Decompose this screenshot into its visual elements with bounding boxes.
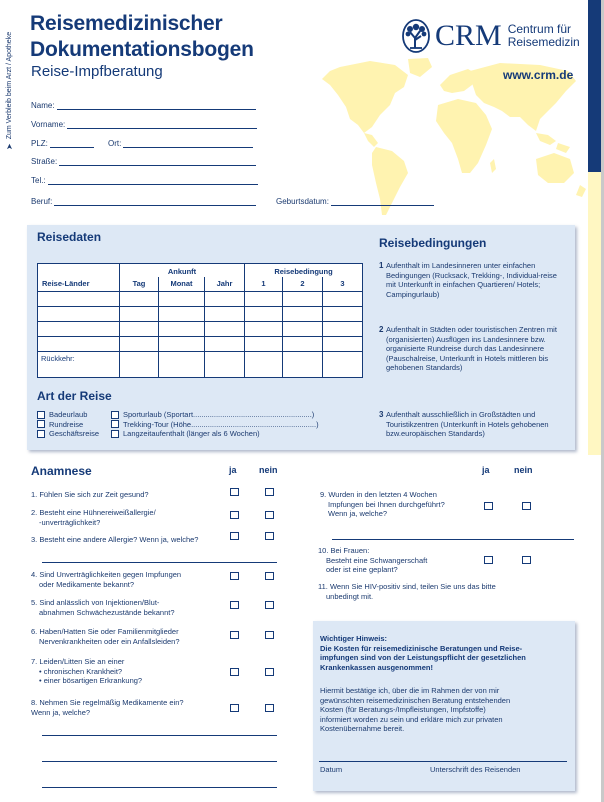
edge-stripe-yellow (588, 172, 602, 455)
reisebedingung-1 (379, 261, 568, 299)
name-field[interactable] (31, 101, 256, 110)
edge-stripe-blue (588, 0, 602, 172)
question-text: 9. Wurden in den letzten 4 Wochen (320, 490, 437, 499)
question-3-ja-checkbox[interactable] (230, 532, 239, 540)
option-trekking-tour[interactable] (111, 420, 319, 430)
nein-header-right: nein (514, 465, 533, 475)
option-geschaeftsreise[interactable] (37, 429, 99, 439)
question-text-cont: abnahmen Schwächezustände bekannt? (39, 607, 175, 617)
cell-bedingung-3[interactable] (323, 307, 363, 322)
hinweis-heading: Wichtiger Hinweis: (320, 634, 388, 643)
strasse-input-line[interactable] (59, 157, 256, 166)
reisebedingung-2-number: 2 (379, 325, 384, 334)
question-6-ja-checkbox[interactable] (230, 631, 239, 639)
strasse-field[interactable] (31, 157, 256, 166)
vorname-input-line[interactable] (67, 120, 257, 129)
name-input-line[interactable] (57, 101, 256, 110)
question-4-nein-checkbox[interactable] (265, 572, 274, 580)
cell-rueckkehr-label[interactable]: Rückkehr: (38, 352, 120, 378)
reisebedingung-1-number: 1 (379, 261, 384, 270)
question-text: 7. Leiden/Litten Sie an einer (31, 657, 125, 666)
cell-tag[interactable] (120, 292, 159, 307)
cell-monat[interactable] (159, 307, 205, 322)
logo-name (508, 23, 580, 49)
question-4-ja-checkbox[interactable] (230, 572, 239, 580)
cell-bedingung-2[interactable] (283, 292, 323, 307)
question-10-ja-checkbox[interactable] (484, 556, 493, 564)
logo-abbr: CRM (435, 19, 502, 52)
question-1 (31, 490, 149, 500)
side-note-text: Zum Verbleib beim Arzt / Apotheke (5, 31, 13, 140)
cell-bedingung-1[interactable] (245, 292, 283, 307)
unterschrift-label: Unterschrift des Reisenden (430, 765, 521, 774)
question-8 (31, 698, 184, 717)
plz-field[interactable] (31, 139, 94, 148)
question-5-ja-checkbox[interactable] (230, 601, 239, 609)
logo-name-line1: Centrum für (507, 22, 572, 36)
website-link[interactable]: www.crm.de (503, 68, 574, 82)
strasse-label: Straße: (31, 157, 58, 166)
geburtsdatum-label: Geburtsdatum: (276, 197, 329, 206)
hinweis-bold-block (320, 634, 526, 672)
question-text-cont: Impfungen bei Ihnen durchgeführt? (328, 499, 445, 509)
question-text: 2. Besteht eine Hühnereiweißallergie/ (31, 508, 156, 517)
beruf-input-line[interactable] (54, 197, 256, 206)
option-badeurlaub[interactable] (37, 410, 99, 420)
question-2 (31, 508, 156, 527)
question-text-cont: Besteht eine Schwangerschaft (326, 555, 428, 565)
question-8-answer-line-3[interactable] (42, 787, 277, 788)
nein-header-left: nein (259, 465, 278, 475)
question-8-answer-line-1[interactable] (42, 735, 277, 736)
question-8-nein-checkbox[interactable] (265, 704, 274, 712)
cell-jahr[interactable] (205, 292, 245, 307)
checkbox[interactable] (37, 420, 45, 428)
col-bedingung-2: 2 (283, 277, 323, 292)
tel-label: Tel.: (31, 176, 46, 185)
hinweis-bold-line: Die Kosten für reisemedizinische Beratungen und Reise- (320, 643, 523, 653)
table-row (38, 337, 363, 352)
question-9 (320, 490, 445, 519)
option-label: Trekking-Tour (Höhe............................................................) (123, 419, 319, 429)
tree-emblem-icon (401, 18, 431, 54)
cell-bedingung-1[interactable] (245, 337, 283, 352)
option-label: Geschäftsreise (49, 429, 100, 439)
question-1-nein-checkbox[interactable] (265, 488, 274, 496)
col-reise-laender: Reise-Länder (38, 264, 120, 292)
question-6 (31, 627, 180, 646)
col-bedingung-3: 3 (323, 277, 363, 292)
cell-land[interactable] (38, 322, 120, 337)
vorname-field[interactable] (31, 120, 257, 129)
question-10-nein-checkbox[interactable] (522, 556, 531, 564)
reisebedingung-3-number: 3 (379, 410, 384, 419)
cell-tag[interactable] (120, 352, 159, 378)
cell-bedingung-3[interactable] (323, 337, 363, 352)
col-monat: Monat (159, 277, 205, 292)
question-text: 5. Sind anlässlich von Injektionen/Blut- (31, 598, 160, 607)
question-7-ja-checkbox[interactable] (230, 668, 239, 676)
hinweis-text-line: Hiermit bestätige ich, über die im Rahmen der von mir (320, 686, 500, 695)
cell-land[interactable] (38, 307, 120, 322)
vorname-label: Vorname: (31, 120, 66, 129)
cell-jahr[interactable] (205, 307, 245, 322)
option-label: Badeurlaub (49, 410, 88, 420)
question-1-ja-checkbox[interactable] (230, 488, 239, 496)
hinweis-bold-line: Krankenkassen ausgenommen! (320, 662, 433, 672)
cell-jahr[interactable] (205, 322, 245, 337)
plz-input-line[interactable] (50, 139, 94, 148)
question-text-cont: • chronischen Krankheit? (39, 666, 123, 676)
cell-tag[interactable] (120, 322, 159, 337)
geburtsdatum-input-line[interactable] (331, 197, 434, 206)
cell-bedingung-3[interactable] (323, 322, 363, 337)
cell-monat[interactable] (159, 292, 205, 307)
ort-field[interactable] (108, 139, 253, 148)
cell-bedingung-2[interactable] (283, 352, 323, 378)
question-7 (31, 657, 142, 686)
option-label: Rundreise (49, 419, 84, 429)
checkbox[interactable] (37, 430, 45, 438)
question-text-cont: Wenn ja, welche? (31, 707, 91, 717)
checkbox[interactable] (111, 411, 119, 419)
hinweis-bold-line: impfungen sind von der Leistungspflicht der gesetzlichen (320, 653, 526, 662)
question-text-cont: Wenn ja, welche? (328, 509, 388, 518)
question-3 (31, 535, 198, 545)
hinweis-text-block (320, 686, 510, 734)
art-der-reise-col1 (37, 410, 99, 439)
cell-bedingung-1[interactable] (245, 322, 283, 337)
col-tag: Tag (120, 277, 159, 292)
ja-header-left: ja (229, 465, 237, 475)
option-langzeitaufenthalt[interactable] (111, 429, 319, 439)
col-group-ankunft: Ankunft (120, 264, 245, 277)
question-6-nein-checkbox[interactable] (265, 631, 274, 639)
reisebedingung-3 (379, 410, 568, 439)
side-note (2, 0, 16, 150)
cell-bedingung-3[interactable] (323, 352, 363, 378)
question-text-cont: oder ist eine geplant? (326, 565, 398, 574)
crm-logo (401, 18, 580, 54)
question-9-answer-line[interactable] (332, 539, 574, 540)
table-row (38, 292, 363, 307)
document-title-line1: Reisemedizinischer (30, 12, 223, 35)
question-5 (31, 598, 175, 617)
option-label: Langzeitaufenthalt (länger als 6 Wochen) (123, 429, 260, 439)
question-9-ja-checkbox[interactable] (484, 502, 493, 510)
document-title-line2: Dokumentationsbogen (30, 38, 254, 61)
cell-bedingung-1[interactable] (245, 352, 283, 378)
plz-label: PLZ: (31, 139, 48, 148)
table-row (38, 322, 363, 337)
option-label: Sporturlaub (Sportart.........................................................) (123, 410, 315, 420)
beruf-field[interactable] (31, 197, 256, 206)
cell-bedingung-1[interactable] (245, 307, 283, 322)
ja-header-right: ja (482, 465, 490, 475)
option-rundreise[interactable] (37, 420, 99, 430)
checkbox[interactable] (37, 411, 45, 419)
cell-jahr[interactable] (205, 337, 245, 352)
cell-bedingung-2[interactable] (283, 307, 323, 322)
question-text: 8. Nehmen Sie regelmäßig Medikamente ein? (31, 698, 184, 707)
hinweis-text-line: informiert worden zu sein und erkläre mich zur privaten (320, 714, 503, 724)
reisebedingungen-title: Reisebedingungen (379, 236, 487, 250)
signature-line[interactable] (319, 761, 567, 762)
question-text-cont: oder Medikamente bekannt? (39, 579, 135, 589)
table-row-rueckkehr (38, 352, 363, 378)
question-text: 3. Besteht eine andere Allergie? Wenn ja, welche? (31, 535, 199, 544)
beruf-label: Beruf: (31, 197, 53, 206)
reisebedingung-2 (379, 325, 568, 373)
arrow-icon: ➤ (4, 143, 14, 150)
datum-label: Datum (320, 765, 343, 774)
reisebedingung-1-text: Aufenthalt im Landesinneren unter einfachen Bedingungen (Rucksack, Trekking-, Individual-reise mit Unterkunft in einfachen Quartieren/ Hotels; Campingurlaub) (386, 261, 557, 299)
question-7-nein-checkbox[interactable] (265, 668, 274, 676)
anamnese-title: Anamnese (31, 464, 92, 478)
question-text: 11. Wenn Sie HIV-positiv sind, teilen Sie uns das bitte (318, 582, 496, 591)
question-9-nein-checkbox[interactable] (522, 502, 531, 510)
cell-monat[interactable] (159, 337, 205, 352)
question-text: 1. Fühlen Sie sich zur Zeit gesund? (31, 490, 149, 499)
question-11 (318, 582, 496, 601)
question-8-ja-checkbox[interactable] (230, 704, 239, 712)
hinweis-text-line: Kostenübernahme bereit. (320, 724, 405, 733)
cell-land[interactable] (38, 337, 120, 352)
art-der-reise-title: Art der Reise (37, 389, 112, 403)
cell-jahr[interactable] (205, 352, 245, 378)
question-text-cont: unbedingt mit. (326, 591, 374, 601)
cell-tag[interactable] (120, 307, 159, 322)
logo-name-line2: Reisemedizin (507, 35, 580, 49)
geburtsdatum-field[interactable] (276, 197, 434, 206)
question-text-cont: Nervenkrankheiten oder ein Anfallsleiden? (39, 636, 180, 646)
cell-monat[interactable] (159, 322, 205, 337)
option-sporturlaub[interactable] (111, 410, 319, 420)
reisebedingung-3-text: Aufenthalt ausschließlich in Großstädten und Touristikzentren (Unterkunft in Hotels gehobenen bzw.europäischen Standards) (386, 410, 549, 438)
question-text: 10. Bei Frauen: (318, 546, 370, 555)
question-text: 6. Haben/Hatten Sie oder Familienmitglieder (31, 627, 179, 636)
question-10 (318, 546, 427, 575)
ort-input-line[interactable] (123, 139, 253, 148)
question-2-ja-checkbox[interactable] (230, 511, 239, 519)
art-der-reise-col2 (111, 410, 319, 439)
question-text-cont: • einer bösartigen Erkrankung? (39, 676, 143, 685)
table-header-group-row (38, 264, 363, 277)
hinweis-text-line: gewünschten reisemedizinischen Beratung entstehenden (320, 695, 511, 705)
question-text: 4. Sind Unverträglichkeiten gegen Impfungen (31, 570, 182, 579)
cell-bedingung-2[interactable] (283, 322, 323, 337)
reisedaten-title: Reisedaten (37, 230, 102, 244)
travel-table (37, 263, 363, 378)
table-row (38, 307, 363, 322)
col-bedingung-1: 1 (245, 277, 283, 292)
cell-bedingung-3[interactable] (323, 292, 363, 307)
reisebedingung-2-text: Aufenthalt in Städten oder touristischen Zentren mit (organisierten) Ausflügen ins Landesinnere bzw. organisierte Rundreise durch das Landesinnere (Pauschalreise, Unterkunft in Hotels mittleren bis gehobenen Standards) (386, 325, 557, 372)
question-4 (31, 570, 181, 589)
question-3-nein-checkbox[interactable] (265, 532, 274, 540)
cell-land[interactable] (38, 292, 120, 307)
checkbox[interactable] (111, 420, 119, 428)
question-8-answer-line-2[interactable] (42, 761, 277, 762)
hinweis-text-line: Kosten (für Beratungs-/Impfleistungen, Impfstoffe) (320, 705, 486, 714)
tel-input-line[interactable] (48, 176, 258, 185)
name-label: Name: (31, 101, 55, 110)
cell-monat[interactable] (159, 352, 205, 378)
cell-bedingung-2[interactable] (283, 337, 323, 352)
tel-field[interactable] (31, 176, 258, 185)
question-2-nein-checkbox[interactable] (265, 511, 274, 519)
ort-label: Ort: (108, 139, 122, 148)
checkbox[interactable] (111, 430, 119, 438)
cell-tag[interactable] (120, 337, 159, 352)
question-3-answer-line[interactable] (42, 562, 277, 563)
question-5-nein-checkbox[interactable] (265, 601, 274, 609)
question-text-cont: -unverträglichkeit? (39, 517, 101, 527)
col-group-reisebedingung: Reisebedingung (245, 264, 363, 277)
col-jahr: Jahr (205, 277, 245, 292)
document-subtitle: Reise-Impfberatung (31, 63, 163, 80)
